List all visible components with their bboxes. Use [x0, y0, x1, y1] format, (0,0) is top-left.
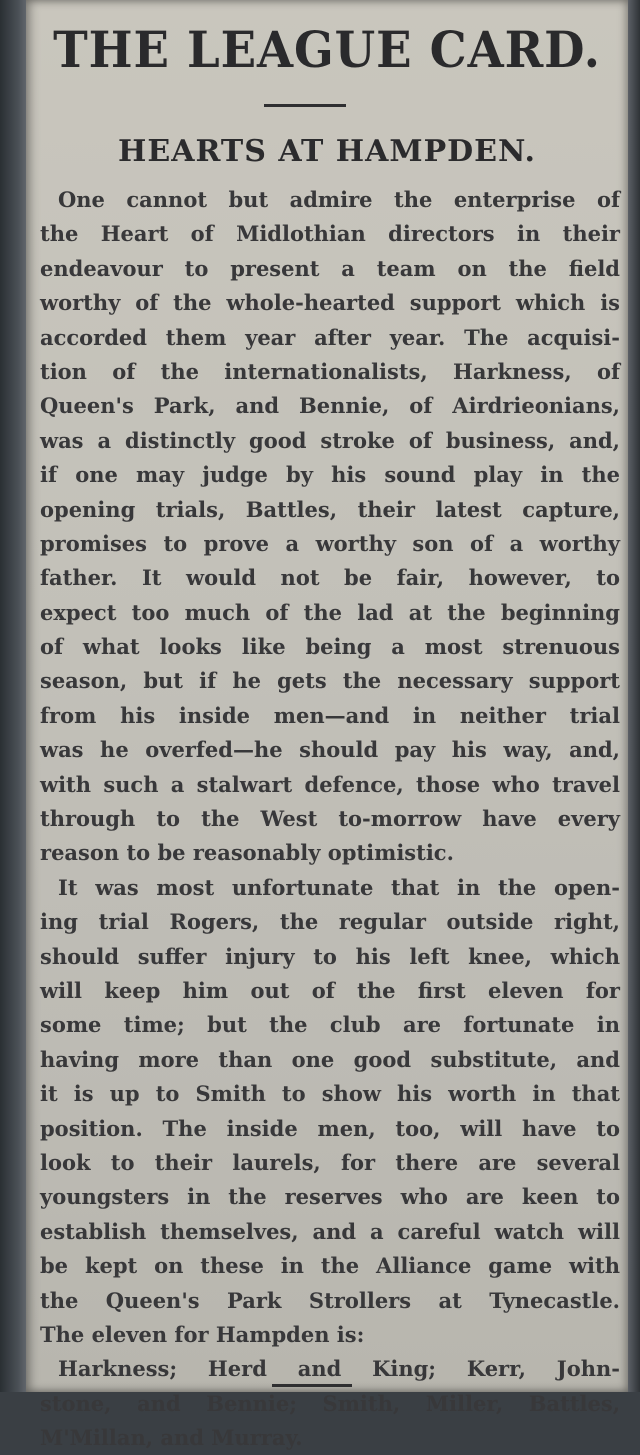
text-line: Harkness; Herd and King; Kerr, John- — [58, 1356, 620, 1382]
text-line: accorded them year after year. The acquisi- — [40, 324, 620, 350]
text-line: from his inside men—and in neither trial — [40, 702, 620, 728]
text-line: look to their laurels, for there are several — [40, 1149, 620, 1175]
text-line: be kept on these in the Alliance game with — [40, 1253, 620, 1279]
text-line: stone, and Bennie; Smith, Miller, Battles, — [40, 1390, 620, 1416]
text-line: with such a stalwart defence, those who travel — [40, 771, 620, 797]
text-line: expect too much of the lad at the beginning — [40, 599, 620, 625]
subheadline: HEARTS AT HAMPDEN. — [118, 134, 536, 169]
text-line: The eleven for Hampden is: — [40, 1321, 365, 1347]
text-line: It was most unfortunate that in the open- — [58, 874, 620, 900]
text-line: Queen's Park, and Bennie, of Airdrieonians, — [40, 393, 620, 419]
text-line: reason to be reasonably optimistic. — [40, 840, 454, 866]
paragraph-2 — [40, 871, 620, 1352]
text-line: tion of the internationalists, Harkness, of — [40, 358, 620, 384]
text-line: the Queen's Park Strollers at Tynecastle. — [40, 1287, 620, 1313]
text-line: having more than one good substitute, and — [40, 1046, 620, 1072]
text-line: endeavour to present a team on the field — [40, 255, 620, 281]
text-line: youngsters in the reserves who are keen to — [40, 1184, 620, 1210]
text-line: One cannot but admire the enterprise of — [58, 187, 620, 212]
text-line: worthy of the whole-hearted support which is — [40, 290, 620, 316]
text-line: was a distinctly good stroke of business, and, — [40, 427, 620, 453]
newspaper-clipping — [26, 0, 628, 1451]
text-line: was he overfed—he should pay his way, and, — [40, 737, 620, 763]
text-line: through to the West to-morrow have every — [40, 806, 620, 832]
text-line: father. It would not be fair, however, to — [40, 565, 620, 591]
article-body — [40, 183, 620, 1455]
text-line: M'Millan, and Murray. — [40, 1425, 303, 1451]
text-line: the Heart of Midlothian directors in their — [40, 221, 620, 247]
page-edge-right — [628, 0, 640, 1392]
text-line: opening trials, Battles, their latest capture, — [40, 496, 620, 522]
text-line: of what looks like being a most strenuous — [40, 634, 620, 660]
text-line: establish themselves, and a careful watch will — [40, 1218, 620, 1244]
paragraph-1 — [40, 183, 620, 871]
text-line: some time; but the club are fortunate in — [40, 1012, 620, 1038]
text-line: position. The inside men, too, will have to — [40, 1115, 620, 1141]
headline: THE LEAGUE CARD. — [53, 20, 601, 79]
text-line: promises to prove a worthy son of a worthy — [40, 530, 620, 556]
text-line: should suffer injury to his left knee, which — [40, 943, 620, 969]
headline-divider — [264, 104, 346, 107]
footer-divider — [272, 1384, 352, 1387]
text-line: it is up to Smith to show his worth in that — [40, 1081, 620, 1107]
text-line: season, but if he gets the necessary support — [40, 668, 620, 694]
text-line: ing trial Rogers, the regular outside right, — [40, 909, 620, 935]
team-lineup — [40, 1352, 620, 1455]
text-line: will keep him out of the first eleven for — [40, 977, 620, 1003]
text-line: if one may judge by his sound play in the — [40, 462, 620, 488]
